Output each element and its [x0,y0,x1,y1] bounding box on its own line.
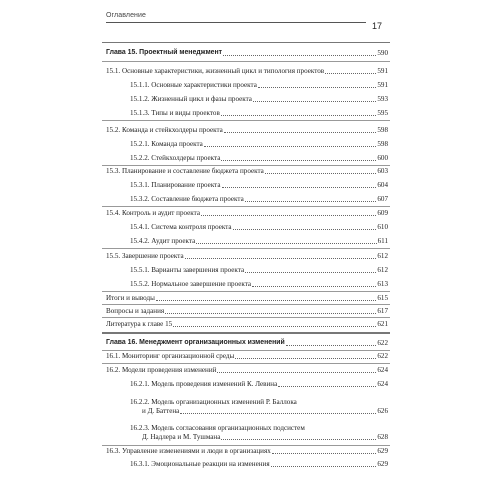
entry-title: 16.3. Управление изменениями и люди в организациях [106,447,271,455]
entry-title: Литература к главе 15 [106,320,173,328]
entry-title: 15.3.1. Планирование проекта [130,181,221,189]
entry-page: 610 [377,223,388,231]
entry-page: 598 [377,126,388,134]
toc-entry-15-3-1[interactable] [130,180,388,190]
toc-entry-16-2-1[interactable] [130,379,388,389]
divider [102,363,390,364]
entry-title: 15.4.2. Аудит проекта [130,237,196,245]
entry-page: 622 [377,339,388,347]
toc-entry-15-3[interactable] [106,166,388,176]
toc-entry-15-5-2[interactable] [130,279,388,289]
entry-page: 591 [377,67,388,75]
entry-title: Вопросы и задания [106,307,165,315]
header-rule [106,22,366,23]
dot-leader [258,84,377,88]
entry-page: 613 [377,280,388,288]
dot-leader [224,129,377,133]
entry-page: 590 [377,49,388,57]
dot-leader [173,323,376,327]
entry-title: Глава 16. Менеджмент организационных изменений [106,339,285,346]
entry-page: 607 [377,195,388,203]
entry-page: 611 [377,237,388,245]
toc-entry-results[interactable] [106,293,388,303]
toc-entry-15-4-1[interactable] [130,222,388,232]
entry-title-line2: и Д. Баттена [142,407,180,415]
entry-page: 628 [377,433,388,441]
toc-entry-literature[interactable] [106,319,388,329]
page-number: 17 [372,21,383,31]
divider [102,206,390,207]
entry-title: 16.2.1. Модель проведения изменений К. Левина [130,380,278,388]
dot-leader [221,112,377,116]
toc-entry-15-5[interactable] [106,251,388,261]
toc-entry-16-3[interactable] [106,446,388,456]
entry-title: 15.3.2. Составление бюджета проекта [130,195,244,203]
toc-entry-15-1-1[interactable] [130,80,388,90]
entry-title: 15.1.1. Основные характеристики проекта [130,81,257,89]
entry-title: 15.1. Основные характеристики, жизненный цикл и типология проектов [106,67,325,75]
divider [102,317,390,318]
toc-entry-15-1-2[interactable] [130,94,388,104]
entry-page: 612 [377,252,388,260]
entry-title-line2: Д. Надлера и М. Тушмана [142,433,221,441]
dot-leader [201,212,376,216]
entry-title: 15.5.2. Нормальное завершение проекта [130,280,252,288]
dot-leader [196,240,376,244]
toc-entry-15-1[interactable] [106,66,388,76]
entry-title: 15.5. Завершение проекта [106,252,184,260]
entry-title-line1: 16.2.3. Модель согласования организационных подсистем [130,424,305,432]
entry-title-line1: 16.2.2. Модель организационных изменений Р. Баллока [130,398,297,406]
dot-leader [278,383,376,387]
entry-page: 629 [377,460,388,468]
dot-leader [286,342,377,346]
entry-page: 598 [377,140,388,148]
entry-title: 15.2. Команда и стейкхолдеры проекта [106,126,223,134]
toc-entry-chapter-15[interactable] [106,48,388,58]
divider [102,120,390,121]
divider [102,304,390,305]
entry-title: 16.2. Модели проведения изменений [106,366,217,374]
entry-page: 624 [377,366,388,374]
dot-leader [165,310,376,314]
entry-title: 15.1.2. Жизненный цикл и фазы проекта [130,95,252,103]
entry-title: 15.4. Контроль и аудит проекта [106,209,200,217]
dot-leader [325,70,376,74]
toc-entry-15-3-2[interactable] [130,194,388,204]
dot-leader [272,450,377,454]
toc-entry-16-2[interactable] [106,365,388,375]
dot-leader [221,436,376,440]
toc-entry-questions[interactable] [106,306,388,316]
entry-title: 15.1.3. Типы и виды проектов [130,109,220,117]
entry-title: 15.3. Планирование и составление бюджета проекта [106,167,264,175]
entry-title: Глава 15. Проектный менеджмент [106,49,223,56]
toc-entry-15-2-2[interactable] [130,153,388,163]
entry-title: 15.5.1. Варианты завершения проекта [130,266,245,274]
entry-title: Итоги и выводы [106,294,155,302]
dot-leader [222,184,377,188]
toc-entry-chapter-16[interactable] [106,338,388,348]
entry-page: 624 [377,380,388,388]
dot-leader [204,143,377,147]
dot-leader [252,283,376,287]
toc-entry-15-4-2[interactable] [130,236,388,246]
toc-entry-15-5-1[interactable] [130,265,388,275]
toc-entry-16-2-3-line2[interactable] [130,432,388,442]
dot-leader [265,170,377,174]
entry-title: 15.4.1. Система контроля проекта [130,223,232,231]
entry-title: 15.2.2. Стейкхолдеры проекта [130,154,221,162]
entry-page: 622 [377,352,388,360]
dot-leader [185,255,377,259]
entry-page: 595 [377,109,388,117]
entry-page: 621 [377,320,388,328]
divider [102,61,390,62]
dot-leader [156,297,377,301]
divider [102,291,390,292]
toc-entry-16-3-1[interactable] [130,459,388,469]
dot-leader [217,369,376,373]
toc-entry-15-4[interactable] [106,208,388,218]
entry-page: 615 [377,294,388,302]
entry-page: 591 [377,81,388,89]
entry-page: 626 [377,407,388,415]
running-header: Оглавление [106,12,147,19]
dot-leader [233,226,377,230]
toc-entry-16-2-2-line2[interactable] [130,406,388,416]
toc-entry-15-1-3[interactable] [130,108,388,118]
entry-page: 612 [377,266,388,274]
dot-leader [235,355,376,359]
entry-page: 617 [377,307,388,315]
dot-leader [271,463,377,467]
dot-leader [253,98,376,102]
toc-entry-16-1[interactable] [106,351,388,361]
dot-leader [221,157,376,161]
entry-title: 16.3.1. Эмоциональные реакции на изменения [130,460,270,468]
dot-leader [245,269,376,273]
entry-page: 593 [377,95,388,103]
entry-page: 600 [377,154,388,162]
entry-page: 629 [377,447,388,455]
dot-leader [245,198,377,202]
dot-leader [223,52,376,56]
toc-entry-15-2[interactable] [106,125,388,135]
entry-page: 609 [377,209,388,217]
entry-page: 604 [377,181,388,189]
toc-entry-15-2-1[interactable] [130,139,388,149]
entry-title: 16.1. Мониторинг организационной среды [106,352,235,360]
dot-leader [180,410,376,414]
entry-page: 603 [377,167,388,175]
divider [102,248,390,249]
entry-title: 15.2.1. Команда проекта [130,140,203,148]
